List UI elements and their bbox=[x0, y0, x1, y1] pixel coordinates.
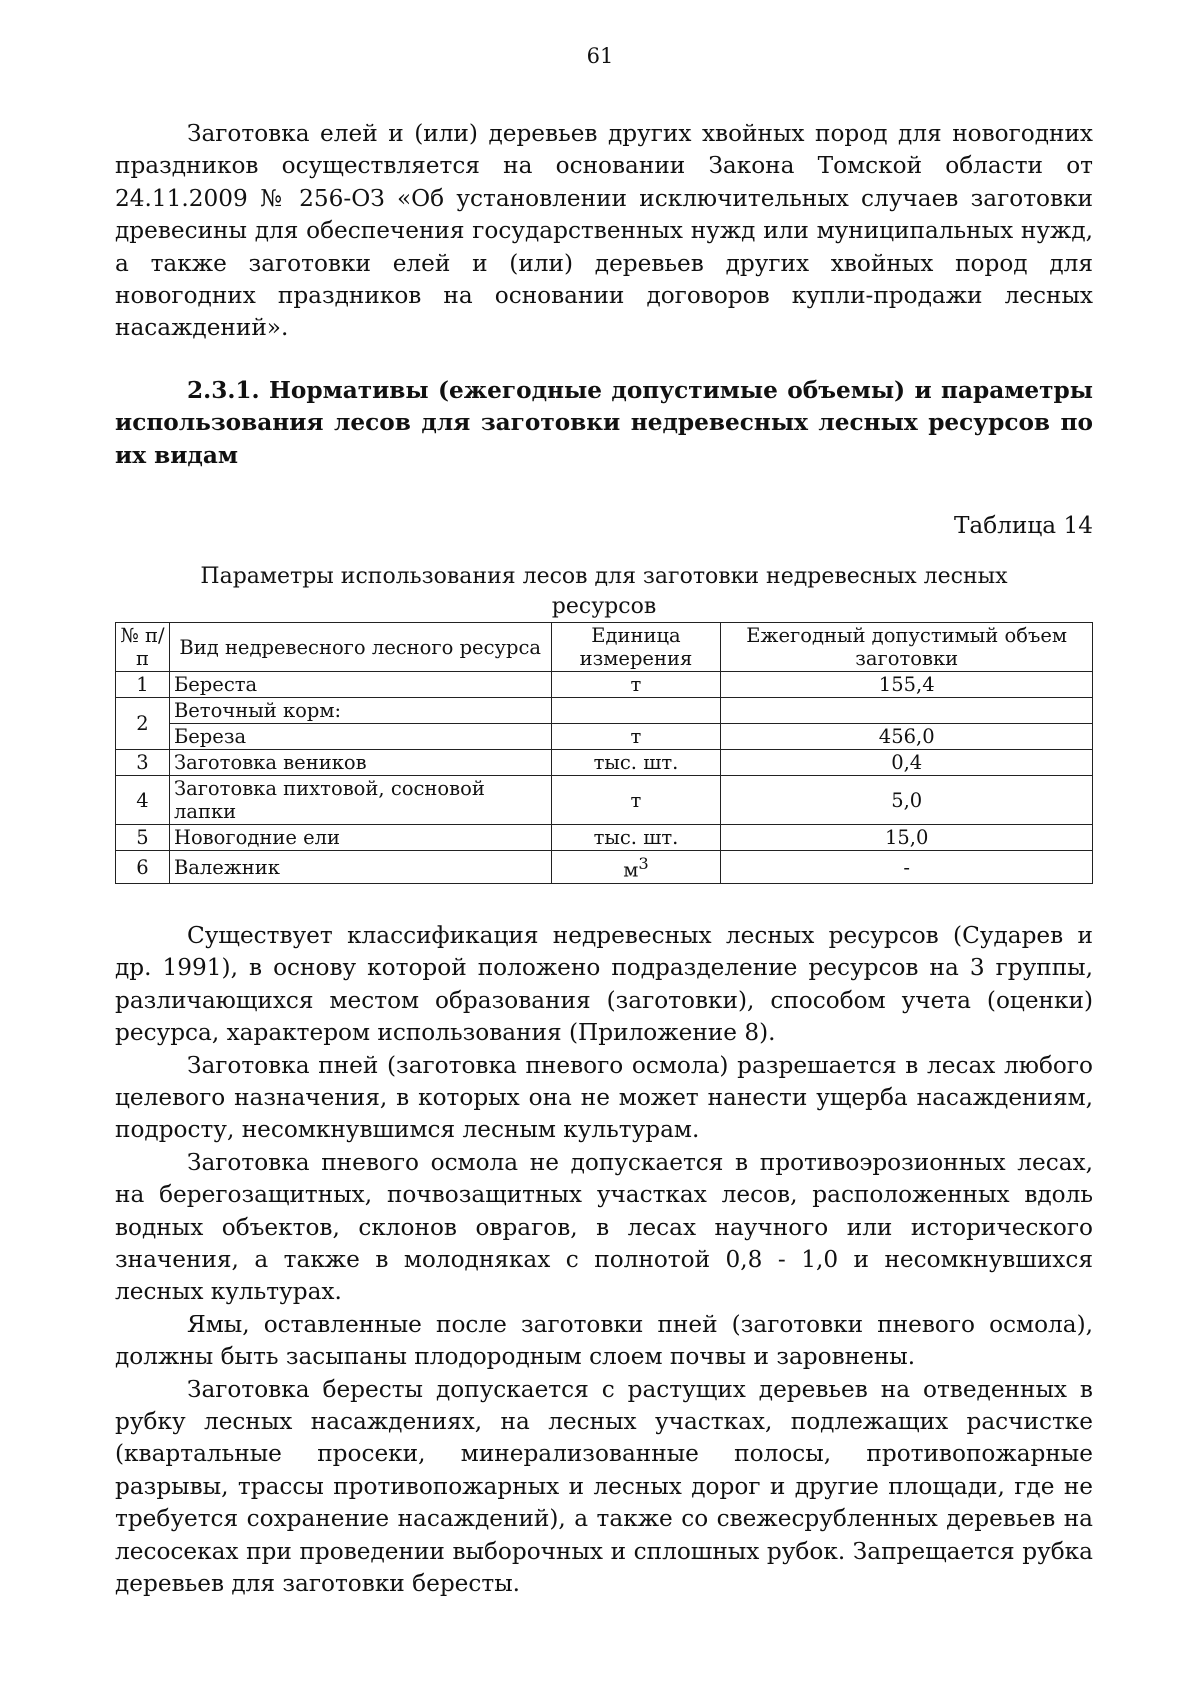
cell-volume: 456,0 bbox=[721, 724, 1093, 750]
body-paragraph: Ямы, оставленные после заготовки пней (заготовки пневого осмола), должны быть засыпаны плодородным слоем почвы и заровнены. bbox=[115, 1310, 1093, 1371]
intro-paragraph: Заготовка елей и (или) деревьев других хвойных пород для новогодних праздников осуществляется на основании Закона Томской области от 24.11.2009 № 256-ОЗ «Об установлении исключительных случаев заготовки древесины для обеспечения государственных нужд или муниципальных нужд, а также заготовки елей и (или) деревьев других хвойных пород для новогодних праздников на основании договоров купли-продажи лесных насаждений». bbox=[115, 120, 1093, 342]
body-paragraph: Существует классификация недревесных лесных ресурсов (Сударев и др. 1991), в основу которой положено подразделение ресурсов на 3 группы, различающихся местом образования (заготовки), способом учета (оценки) ресурса, характером использования (Приложение 8). bbox=[115, 921, 1093, 1047]
body-paragraph: Заготовка пневого осмола не допускается в противоэрозионных лесах, на берегозащитных, почвозащитных участках лесов, расположенных вдоль водных объектов, склонов оврагов, в лесах научного или исторического значения, а также в молодняках с полнотой 0,8 - 1,0 и несомкнувшихся лесных культурах. bbox=[115, 1148, 1093, 1306]
cell-volume: 5,0 bbox=[721, 776, 1093, 825]
table-number-label: Таблица 14 bbox=[953, 512, 1093, 540]
cell-volume: - bbox=[721, 851, 1093, 884]
cell-num: 4 bbox=[116, 776, 170, 825]
table-header-row bbox=[116, 623, 1093, 672]
table-row bbox=[116, 724, 1093, 750]
table-row bbox=[116, 672, 1093, 698]
table-row bbox=[116, 825, 1093, 851]
body-text bbox=[115, 920, 1093, 1601]
cell-volume bbox=[721, 698, 1093, 724]
cell-resource: Береза bbox=[169, 724, 551, 750]
cell-unit bbox=[551, 698, 721, 724]
cell-resource: Валежник bbox=[169, 851, 551, 884]
table-row bbox=[116, 851, 1093, 884]
table-row bbox=[116, 776, 1093, 825]
table-row bbox=[116, 698, 1093, 724]
cell-volume: 155,4 bbox=[721, 672, 1093, 698]
cell-unit: т bbox=[551, 776, 721, 825]
cell-resource: Веточный корм: bbox=[169, 698, 551, 724]
unit-superscript: 3 bbox=[638, 854, 649, 874]
page-content bbox=[115, 118, 1093, 1601]
table-row bbox=[116, 750, 1093, 776]
cell-num: 6 bbox=[116, 851, 170, 884]
cell-num: 2 bbox=[116, 698, 170, 750]
cell-resource: Заготовка веников bbox=[169, 750, 551, 776]
body-paragraph: Заготовка бересты допускается с растущих деревьев на отведенных в рубку лесных насаждениях, на лесных участках, подлежащих расчистке (квартальные просеки, минерализованные полосы, противопожарные разрывы, трассы противопожарных и лесных дорог и другие площади, где не требуется сохранение насаждений), а также со свежесрубленных деревьев на лесосеках при проведении выборочных и сплошных рубок. Запрещается рубка деревьев для заготовки бересты. bbox=[115, 1375, 1093, 1598]
unit-base: м bbox=[623, 858, 639, 882]
cell-volume: 0,4 bbox=[721, 750, 1093, 776]
cell-resource: Береста bbox=[169, 672, 551, 698]
cell-volume: 15,0 bbox=[721, 825, 1093, 851]
body-paragraph: Заготовка пней (заготовка пневого осмола) разрешается в лесах любого целевого назначения, в которых она не может нанести ущерба насаждениям, подросту, несомкнувшимся лесным культурам. bbox=[115, 1051, 1093, 1144]
resources-table bbox=[115, 622, 1093, 884]
header-num: № п/п bbox=[116, 623, 170, 672]
cell-unit bbox=[551, 851, 721, 884]
header-unit: Единица измерения bbox=[551, 623, 721, 672]
cell-unit: т bbox=[551, 724, 721, 750]
cell-num: 5 bbox=[116, 825, 170, 851]
cell-resource: Новогодние ели bbox=[169, 825, 551, 851]
cell-resource: Заготовка пихтовой, сосновой лапки bbox=[169, 776, 551, 825]
section-heading: 2.3.1. Нормативы (ежегодные допустимые объемы) и параметры использования лесов для заготовки недревесных лесных ресурсов по их видам bbox=[115, 376, 1093, 469]
header-resource: Вид недревесного лесного ресурса bbox=[169, 623, 551, 672]
cell-unit: тыс. шт. bbox=[551, 825, 721, 851]
cell-num: 3 bbox=[116, 750, 170, 776]
cell-unit: тыс. шт. bbox=[551, 750, 721, 776]
table-caption: Параметры использования лесов для заготовки недревесных лесных ресурсов bbox=[200, 564, 1008, 620]
page-number: 61 bbox=[586, 44, 614, 68]
cell-unit: т bbox=[551, 672, 721, 698]
cell-num: 1 bbox=[116, 672, 170, 698]
header-volume: Ежегодный допустимый объем заготовки bbox=[721, 623, 1093, 672]
